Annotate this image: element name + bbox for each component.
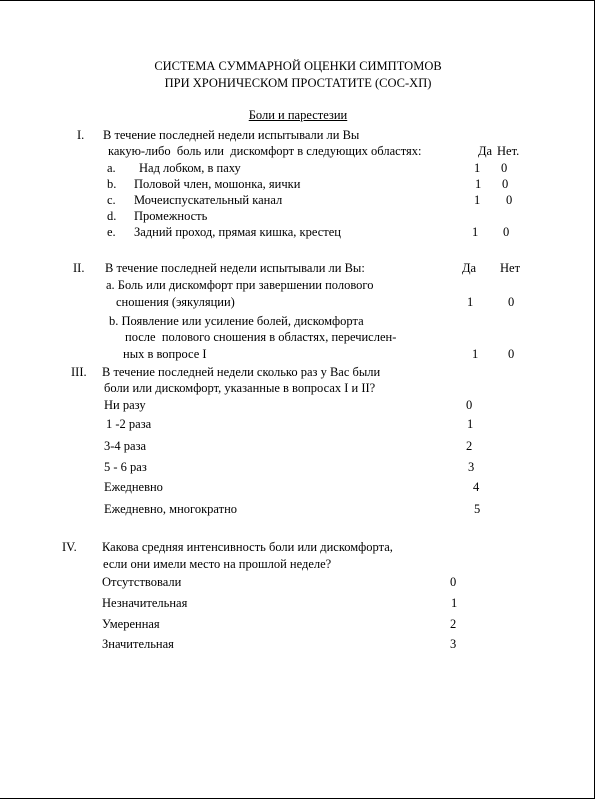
q4-text-line2: если они имели место на прошлой неделе?	[103, 557, 332, 571]
q1-item-yes: 1	[474, 193, 481, 207]
q1-no-header: Нет.	[497, 144, 520, 158]
q4-option-score: 3	[450, 637, 457, 651]
q2b-yes: 1	[472, 347, 479, 361]
q4-option-score: 1	[451, 596, 458, 610]
q3-option-label: Ежедневно, многократно	[104, 502, 238, 516]
q1-number: I.	[77, 128, 85, 142]
q2-no-header: Нет	[500, 261, 521, 275]
q1-yes-header: Да	[478, 144, 493, 158]
document-title-line2: ПРИ ХРОНИЧЕСКОМ ПРОСТАТИТЕ (СОС-ХП)	[164, 76, 432, 90]
q1-item-text: Задний проход, прямая кишка, крестец	[134, 225, 341, 239]
q1-item-yes: 1	[472, 225, 479, 239]
q3-option-score: 3	[468, 460, 475, 474]
q1-item-letter: e.	[107, 225, 116, 239]
q1-item-yes: 1	[475, 177, 482, 191]
q2b-line2: после полового сношения в областях, перечислен-	[125, 330, 397, 344]
q1-item-no: 0	[501, 161, 508, 175]
q3-text-line1: В течение последней недели сколько раз у Вас были	[102, 365, 381, 379]
q2b-line3: ных в вопросе I	[123, 347, 207, 361]
q1-item-letter: c.	[107, 193, 116, 207]
q1-item-letter: b.	[107, 177, 117, 191]
q2-number: II.	[73, 261, 85, 275]
q3-text-line2: боли или дискомфорт, указанные в вопросах I и II?	[104, 381, 376, 395]
q3-option-score: 1	[467, 417, 474, 431]
q1-text-line1: В течение последней недели испытывали ли Вы	[103, 128, 360, 142]
q3-option-label: Ни разу	[104, 398, 146, 412]
q3-option-score: 5	[474, 502, 481, 516]
q3-option-score: 2	[466, 439, 473, 453]
q1-item-no: 0	[503, 225, 510, 239]
q1-item-yes: 1	[474, 161, 481, 175]
q4-option-label: Умеренная	[102, 617, 160, 631]
q4-text-line1: Какова средняя интенсивность боли или дискомфорта,	[102, 540, 393, 554]
q4-option-label: Отсутствовали	[102, 575, 182, 589]
q2a-line2: сношения (эякуляции)	[116, 295, 235, 309]
q2a-yes: 1	[467, 295, 474, 309]
q1-item-text: Мочеиспускательный канал	[134, 193, 283, 207]
q3-option-score: 4	[473, 480, 480, 494]
q2a-no: 0	[508, 295, 515, 309]
q4-option-score: 2	[450, 617, 457, 631]
q1-item-text: Половой член, мошонка, яички	[134, 177, 301, 191]
document-title-line1: СИСТЕМА СУММАРНОЙ ОЦЕНКИ СИМПТОМОВ	[154, 59, 442, 73]
q2b-no: 0	[508, 347, 515, 361]
q2b-line1: b. Появление или усиление болей, дискомфорта	[109, 314, 364, 328]
q1-item-no: 0	[502, 177, 509, 191]
q4-option-label: Незначительная	[102, 596, 188, 610]
q4-option-score: 0	[450, 575, 457, 589]
q3-option-label: 1 -2 раза	[106, 417, 152, 431]
q1-item-letter: a.	[107, 161, 116, 175]
q1-text-line2: какую-либо боль или дискомфорт в следующих областях:	[108, 144, 422, 158]
q3-number: III.	[71, 365, 87, 379]
q1-item-no: 0	[506, 193, 513, 207]
q4-option-label: Значительная	[102, 637, 174, 651]
q2-text: В течение последней недели испытывали ли Вы:	[105, 261, 365, 275]
q1-item-letter: d.	[107, 209, 117, 223]
q3-option-label: 3-4 раза	[104, 439, 147, 453]
q3-option-score: 0	[466, 398, 473, 412]
q4-number: IV.	[62, 540, 77, 554]
section-heading: Боли и парестезии	[248, 108, 348, 122]
q1-item-text: Над лобком, в паху	[139, 161, 241, 175]
q2-yes-header: Да	[462, 261, 477, 275]
q2a-line1: a. Боль или дискомфорт при завершении полового	[106, 278, 374, 292]
q1-item-text: Промежность	[134, 209, 208, 223]
q3-option-label: 5 - 6 раз	[104, 460, 147, 474]
q3-option-label: Ежедневно	[104, 480, 163, 494]
